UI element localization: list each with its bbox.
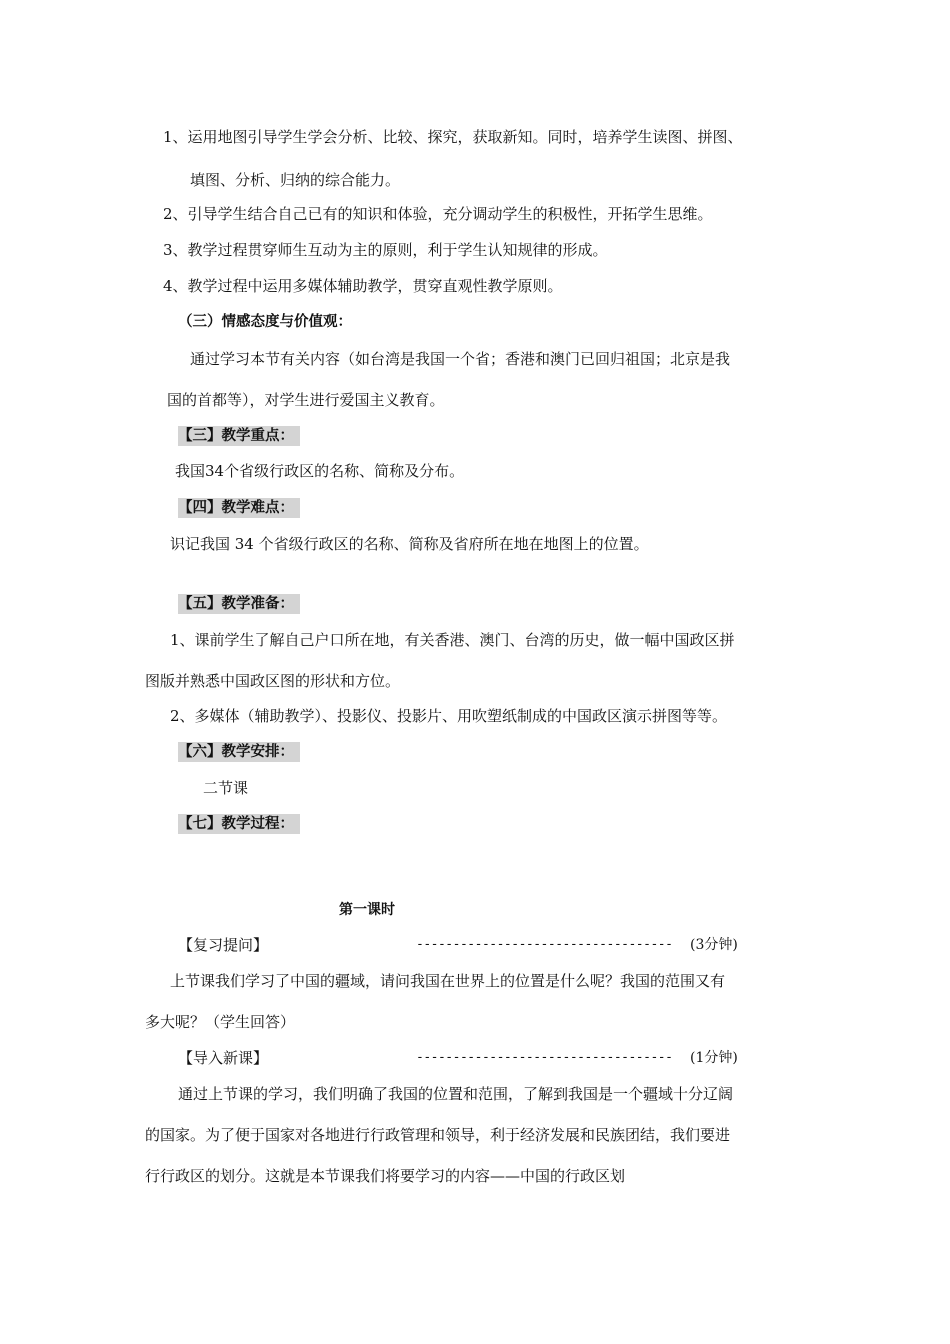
key-points-text: 我国34个省级行政区的名称、简称及分布。 (175, 462, 465, 480)
review-dashes: ----------------------------------- (416, 937, 673, 952)
preparation-item-1-line-1: 1、课前学生了解自己户口所在地，有关香港、澳门、台湾的历史，做一幅中国政区拼 (170, 631, 735, 649)
skill-item-1-line-2: 填图、分析、归纳的综合能力。 (190, 171, 401, 189)
intro-line-2: 的国家。为了便于国家对各地进行行政管理和领导，利于经济发展和民族团结，我们要进 (145, 1126, 731, 1144)
preparation-heading: 【五】教学准备： (178, 594, 300, 614)
attitude-line-1: 通过学习本节有关内容（如台湾是我国一个省；香港和澳门已回归祖国；北京是我 (190, 350, 731, 368)
process-heading: 【七】教学过程： (178, 814, 300, 834)
lesson-1-title: 第一课时 (339, 902, 395, 918)
intro-time: (1分钟) (690, 1050, 738, 1066)
intro-label: 【导入新课】 (178, 1049, 269, 1067)
difficulties-heading: 【四】教学难点： (178, 498, 300, 518)
skill-item-2: 2、引导学生结合自己已有的知识和体验，充分调动学生的积极性，开拓学生思维。 (163, 205, 713, 223)
attitude-line-2: 国的首都等），对学生进行爱国主义教育。 (167, 391, 445, 409)
intro-line-3: 行行政区的划分。这就是本节课我们将要学习的内容——中国的行政区划 (145, 1167, 626, 1185)
skill-item-4: 4、教学过程中运用多媒体辅助教学，贯穿直观性教学原则。 (163, 277, 563, 295)
preparation-item-2: 2、多媒体（辅助教学）、投影仪、投影片、用吹塑纸制成的中国政区演示拼图等等。 (170, 707, 728, 725)
review-time: (3分钟) (690, 937, 738, 953)
intro-line-1: 通过上节课的学习，我们明确了我国的位置和范围，了解到我国是一个疆域十分辽阔 (178, 1085, 734, 1103)
skill-item-1-line-1: 1、运用地图引导学生学会分析、比较、探究，获取新知。同时，培养学生读图、拼图、 (163, 128, 743, 146)
arrangement-text: 二节课 (203, 779, 249, 797)
review-line-2: 多大呢？（学生回答） (145, 1013, 296, 1031)
review-line-1: 上节课我们学习了中国的疆域，请问我国在世界上的位置是什么呢？我国的范围又有 (170, 972, 726, 990)
review-label: 【复习提问】 (178, 936, 269, 954)
skill-item-3: 3、教学过程贯穿师生互动为主的原则，利于学生认知规律的形成。 (163, 241, 608, 259)
arrangement-heading: 【六】教学安排： (178, 742, 300, 762)
attitude-heading: （三）情感态度与价值观： (178, 313, 352, 330)
preparation-item-1-line-2: 图版并熟悉中国政区图的形状和方位。 (145, 672, 401, 690)
difficulties-text: 识记我国 34 个省级行政区的名称、简称及省府所在地在地图上的位置。 (170, 535, 649, 553)
intro-dashes: ----------------------------------- (416, 1050, 673, 1065)
key-points-heading: 【三】教学重点： (178, 426, 300, 446)
